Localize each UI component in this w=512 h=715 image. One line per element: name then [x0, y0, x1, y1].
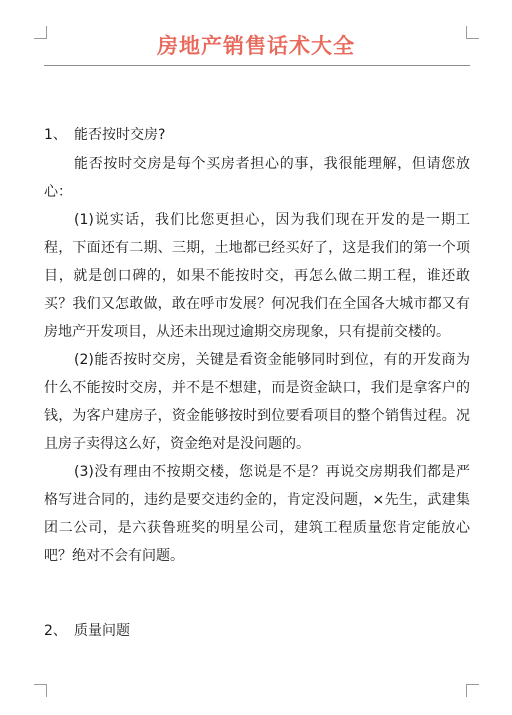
section-1 [44, 124, 470, 570]
title-rule [44, 65, 470, 66]
crop-mark-bottom-right [466, 684, 479, 697]
section-2-heading-text: 质量问题 [74, 623, 130, 639]
document-title: 房地产销售话术大全 [157, 34, 355, 58]
section-1-paragraph-intro: 能否按时交房是每个买房者担心的事，我很能理解，但请您放心： [44, 156, 470, 200]
section-2-heading [44, 620, 470, 642]
section-1-paragraph-2: (2)能否按时交房，关键是看资金能够同时到位，有的开发商为什么不能按时交房，并不是不想建，而是资金缺口，我们是拿客户的钱，为客户建房子，资金能够按时到位要看项目的整个销售过程。况且房子卖得这么好，资金绝对是没问题的。 [44, 352, 470, 452]
section-2-number: 2、 [44, 623, 67, 639]
section-1-heading [44, 124, 470, 146]
section-1-heading-text: 能否按时交房? [74, 127, 166, 143]
section-1-number: 1、 [44, 127, 67, 143]
crop-mark-bottom-left [34, 684, 47, 697]
section-1-paragraph-3: (3)没有理由不按期交楼，您说是不是？再说交房期我们都是严格写进合同的，违约是要交违约金的，肯定没问题，×先生，武建集团二公司，是六获鲁班奖的明星公司，建筑工程质量您肯定能放心吧？绝对不会有问题。 [44, 464, 470, 564]
section-1-paragraph-1: (1)说实话，我们比您更担心，因为我们现在开发的是一期工程，下面还有二期、三期，土地都已经买好了，这是我们的第一个项目，就是创口碑的，如果不能按时交，再怎么做二期工程，谁还敢买？我们又怎敢做，敢在呼市发展？何况我们在全国各大城市都又有房地产开发项目，从还未出现过逾期交房现象，只有提前交楼的。 [44, 212, 470, 340]
